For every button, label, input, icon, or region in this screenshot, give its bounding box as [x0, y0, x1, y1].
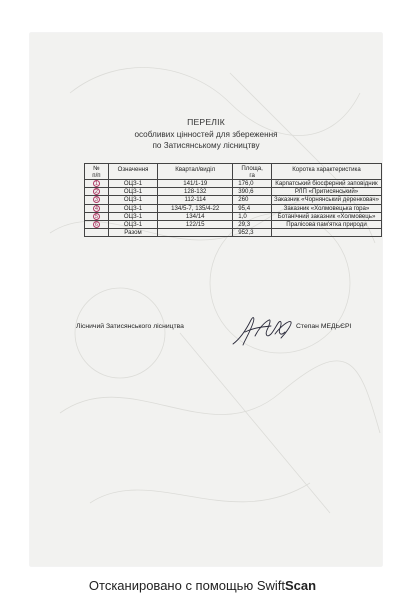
row-num-cell: [85, 188, 109, 196]
total-empty-cell: [85, 229, 109, 237]
total-empty-cell: [272, 229, 382, 237]
row-desc: Ботанічний заказник «Холмовець»: [272, 212, 382, 220]
row-num-cell: [85, 204, 109, 212]
values-table: [84, 163, 382, 237]
row-num-circled: 3: [94, 197, 98, 204]
table-row: [85, 221, 382, 229]
row-code: ОЦЗ-1: [108, 196, 157, 204]
scanner-footer: [0, 578, 405, 593]
table-row: [85, 204, 382, 212]
row-num-circled: 2: [94, 189, 98, 196]
row-num-cell: [85, 221, 109, 229]
row-code: ОЦЗ-1: [108, 204, 157, 212]
row-num-circled: 6: [94, 222, 98, 229]
signatory-name: Степан МЕДЬЄРІ: [296, 323, 352, 330]
table-row: [85, 188, 382, 196]
title-line-3: по Затисянському лісництву: [152, 141, 260, 150]
row-kvartal: 134/5-7, 135/4-22: [158, 204, 233, 212]
row-num-circled: 5: [94, 213, 98, 220]
table-row: [85, 196, 382, 204]
signatory-role: Лісничий Затисянського лісництва: [76, 323, 184, 330]
row-code: ОЦЗ-1: [108, 221, 157, 229]
row-num-circled: 1: [94, 181, 98, 187]
row-kvartal: 112-114: [158, 196, 233, 204]
header-code: Означення: [108, 164, 157, 180]
table-row: [85, 212, 382, 220]
row-area: 260: [233, 196, 272, 204]
footer-prefix: Отсканировано с помощью: [88, 578, 257, 593]
row-code: ОЦЗ-1: [108, 212, 157, 220]
table-row: [85, 180, 382, 188]
document-title: [30, 117, 382, 152]
row-area: 390,6: [233, 188, 272, 196]
watermark-pattern: [30, 33, 382, 566]
row-kvartal: 122/15: [158, 221, 233, 229]
row-desc: Заказник «Холмовецька гора»: [272, 204, 382, 212]
row-area: 1,0: [233, 212, 272, 220]
row-num-cell: [85, 212, 109, 220]
total-label: Разом: [108, 229, 157, 237]
total-empty-cell: [158, 229, 233, 237]
header-area-text: Площа, га: [241, 165, 263, 179]
table-total-row: [85, 229, 382, 237]
row-num-circled: 4: [94, 205, 98, 212]
row-desc: Карпатський біосферний заповідник: [272, 180, 382, 188]
row-kvartal: 134/14: [158, 212, 233, 220]
row-num-cell: [85, 180, 109, 188]
scanned-page: [30, 33, 382, 566]
footer-brand-swift: Swift: [256, 578, 285, 593]
footer-brand-scan: Scan: [285, 578, 317, 593]
title-line-1: ПЕРЕЛІК: [187, 117, 225, 127]
row-kvartal: 128-132: [158, 188, 233, 196]
table-header-row: [85, 164, 382, 180]
row-kvartal: 141/1-19: [158, 180, 233, 188]
header-num: [85, 164, 109, 180]
row-desc: Заказник «Чорнянський деренковач»: [272, 196, 382, 204]
header-num-text: № п/п: [92, 165, 101, 179]
row-area: 95,4: [233, 204, 272, 212]
row-code: ОЦЗ-1: [108, 180, 157, 188]
header-area: [233, 164, 272, 180]
header-desc: Коротка характеристика: [272, 164, 382, 180]
row-num-cell: [85, 196, 109, 204]
row-desc: Пралісова пам'ятка природи: [272, 221, 382, 229]
title-line-2: особливих цінностей для збереження: [134, 129, 278, 139]
header-kvartal: Квартал/виділ: [158, 164, 233, 180]
row-area: 29,3: [233, 221, 272, 229]
row-area: 176,0: [233, 180, 272, 188]
row-code: ОЦЗ-1: [108, 188, 157, 196]
row-desc: РЛП «Притисянський»: [272, 188, 382, 196]
handwritten-signature-icon: [231, 314, 293, 348]
total-area: 952,3: [233, 229, 272, 237]
